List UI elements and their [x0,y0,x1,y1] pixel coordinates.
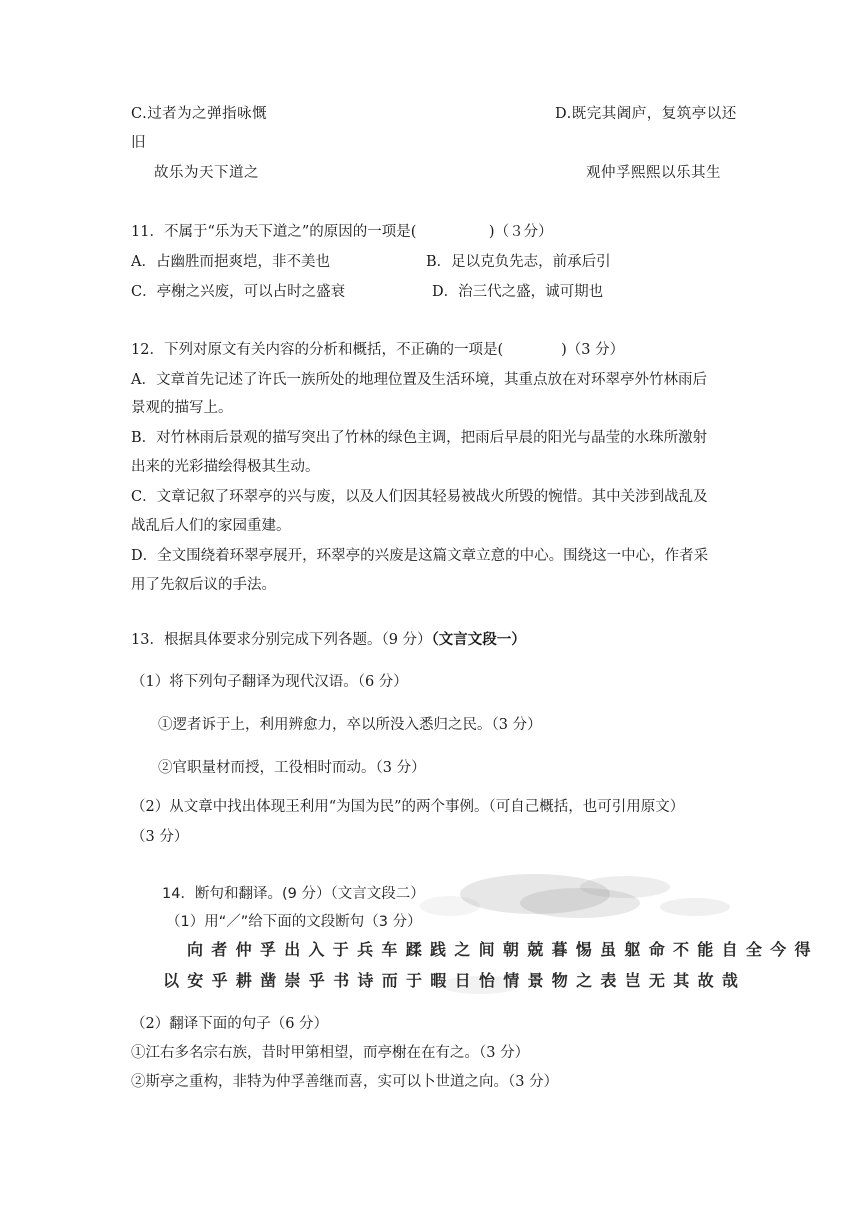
q12-option-d-line2: 用了先叙后议的手法。 [131,577,276,593]
option-c-label: C. [131,106,148,122]
q14-text-line2: 以安乎耕凿崇乎书诗而于暇日怡情景物之表岂无其故哉 [163,971,747,990]
q14-part1: （1）用“／”给下面的文段断句（3 分） [166,914,422,930]
q13-section-tag: （文言文段一） [431,632,526,648]
q11-option-a: A．占幽胜而挹爽垲，非不美也 [131,254,330,270]
q13-part2-line1: （2）从文章中找出体现王利用“为国为民”的两个事例。（可自己概括，也可引用原文） [131,799,685,815]
q12-option-d-line1: D．全文围绕着环翠亭展开，环翠亭的兴废是这篇文章立意的中心。围绕这一中心，作者采 [131,548,709,564]
q12-option-b-line1: B．对竹林雨后景观的描写突出了竹林的绿色主调，把雨后早晨的阳光与晶莹的水珠所激射 [131,430,708,446]
q12-option-c-line1: C．文章记叙了环翠亭的兴与废，以及人们因其轻易被战火所毁的惋惜。其中关涉到战乱及 [131,489,708,505]
option-d-wrap: 旧 [131,135,146,151]
q13-sentence2: ②官职量材而授，工役相时而动。（3 分） [158,760,426,776]
option-d-label: D. [555,106,572,122]
option-d-text: 既完其阇庐，复筑亭以还 [571,106,737,122]
q14-text-line1: 向者仲孚出入于兵车蹂践之间朝兢暮惕虽躯命不能自全今得 [187,940,819,959]
option-c-text: 过者为之弹指咏慨 [147,106,268,122]
q13-stem-line [131,630,526,650]
q12-option-a-line1: A．文章首先记述了许氏一族所处的地理位置及生活环境，其重点放在对环翠亭外竹林雨后 [131,372,707,388]
option-c-line2: 故乐为天下道之 [154,165,259,181]
q13-part1: （1）将下列句子翻译为现代汉语。（6 分） [131,674,408,690]
q11-option-c: C．亭榭之兴废，可以占时之盛衰 [131,284,346,300]
q14-part2: （2）翻译下面的句子（6 分） [131,1016,329,1032]
option-d-line2: 观仲孚熙熙以乐其生 [586,165,721,181]
q11-option-b: B．足以克负先志，前承后引 [426,254,611,270]
q13-sentence1: ①逻者诉于上，利用辨愈力，卒以所没入悉归之民。（3 分） [158,717,542,733]
q13-stem: 13．根据具体要求分别完成下列各题。（9 分） [131,632,432,648]
q14-stem: 14．断句和翻译。(9 分）（文言文段二） [162,886,425,902]
q14-sentence2: ②斯亭之重构，非特为仲孚善继而喜，实可以卜世道之向。（3 分） [131,1074,559,1090]
q11-stem: 11．不属于“乐为天下道之”的原因的一项是( )（３分） [131,224,553,240]
q12-option-a-line2: 景观的描写上。 [131,400,233,416]
q12-option-b-line2: 出来的光彩描绘得极其生动。 [131,459,320,475]
option-c-line1 [131,104,267,124]
q11-option-d: D．治三代之盛，诚可期也 [432,284,604,300]
q13-part2-line2: （3 分） [131,829,189,845]
q12-stem: 12．下列对原文有关内容的分析和概括，不正确的一项是( )（3 分） [131,342,625,358]
q14-sentence1: ①江右多名宗右族，昔时甲第相望，而亭榭在在有之。（3 分） [131,1045,530,1061]
q12-option-c-line2: 战乱后人们的家园重建。 [131,518,291,534]
option-d-line1 [555,104,737,124]
q14-scanned-block [140,868,819,996]
